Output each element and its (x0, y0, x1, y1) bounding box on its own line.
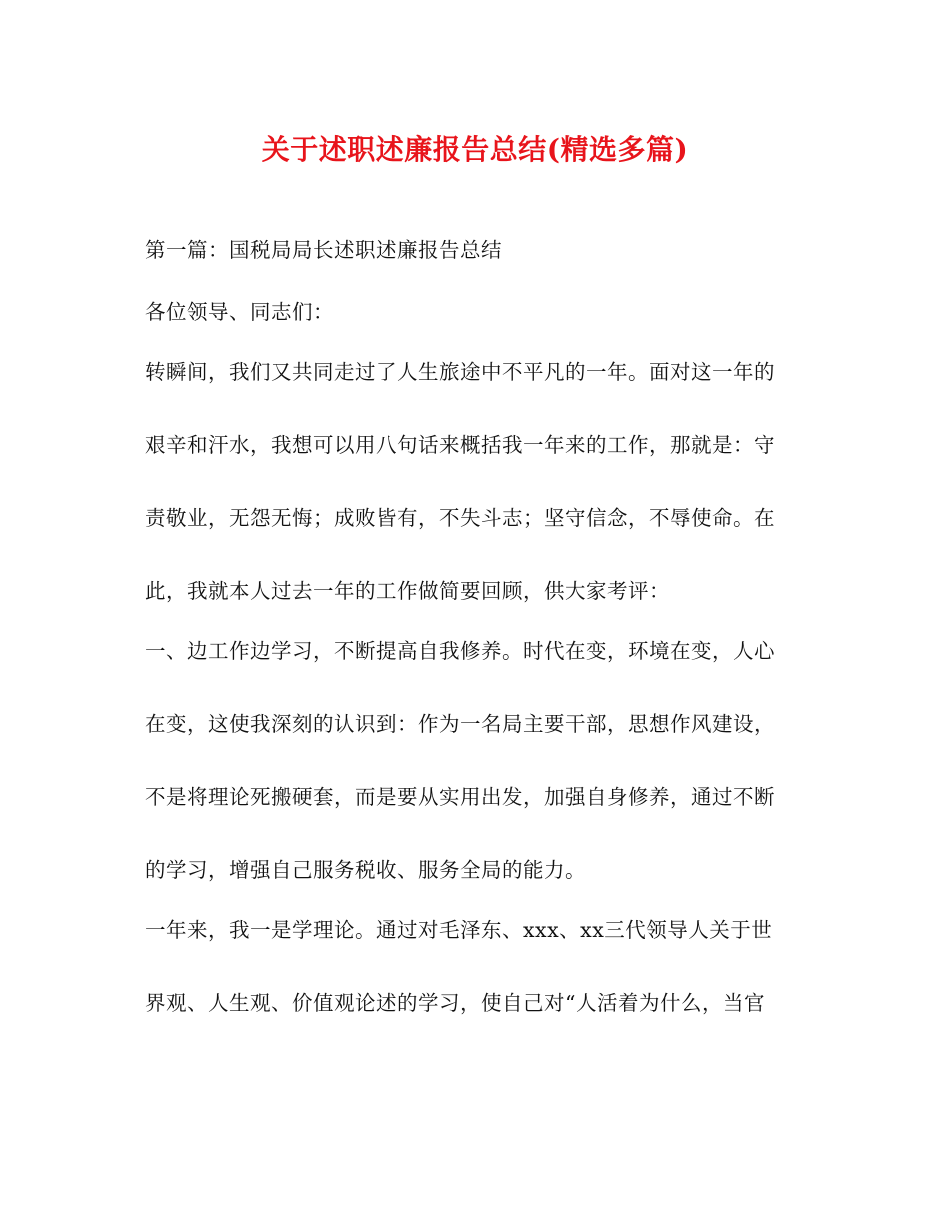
section-heading: 第一篇：国税局局长述职述廉报告总结 (145, 238, 502, 262)
paragraph-line: 此，我就本人过去一年的工作做简要回顾，供大家考评： (145, 579, 670, 603)
document-title: 关于述职述廉报告总结(精选多篇) (261, 133, 689, 166)
paragraph-line: 界观、人生观、价值观论述的学习，使自己对“人活着为什么，当官 (145, 991, 765, 1015)
paragraph-line: 在变，这使我深刻的认识到：作为一名局主要干部，思想作风建设， (145, 712, 775, 736)
paragraph-line: 转瞬间，我们又共同走过了人生旅途中不平凡的一年。面对这一年的 (145, 360, 775, 384)
paragraph-line: 艰辛和汗水，我想可以用八句话来概括我一年来的工作，那就是：守 (145, 433, 775, 457)
paragraph-line: 不是将理论死搬硬套，而是要从实用出发，加强自身修养，通过不断 (145, 785, 775, 809)
paragraph-line: 一、边工作边学习，不断提高自我修养。时代在变，环境在变，人心 (145, 639, 775, 663)
paragraph-line: 的学习，增强自己服务税收、服务全局的能力。 (145, 858, 586, 882)
salutation: 各位领导、同志们： (145, 300, 334, 324)
paragraph-line: 一年来，我一是学理论。通过对毛泽东、xxx、xx三代领导人关于世 (145, 918, 773, 942)
paragraph-line: 责敬业，无怨无悔；成败皆有，不失斗志；坚守信念，不辱使命。在 (145, 506, 775, 530)
